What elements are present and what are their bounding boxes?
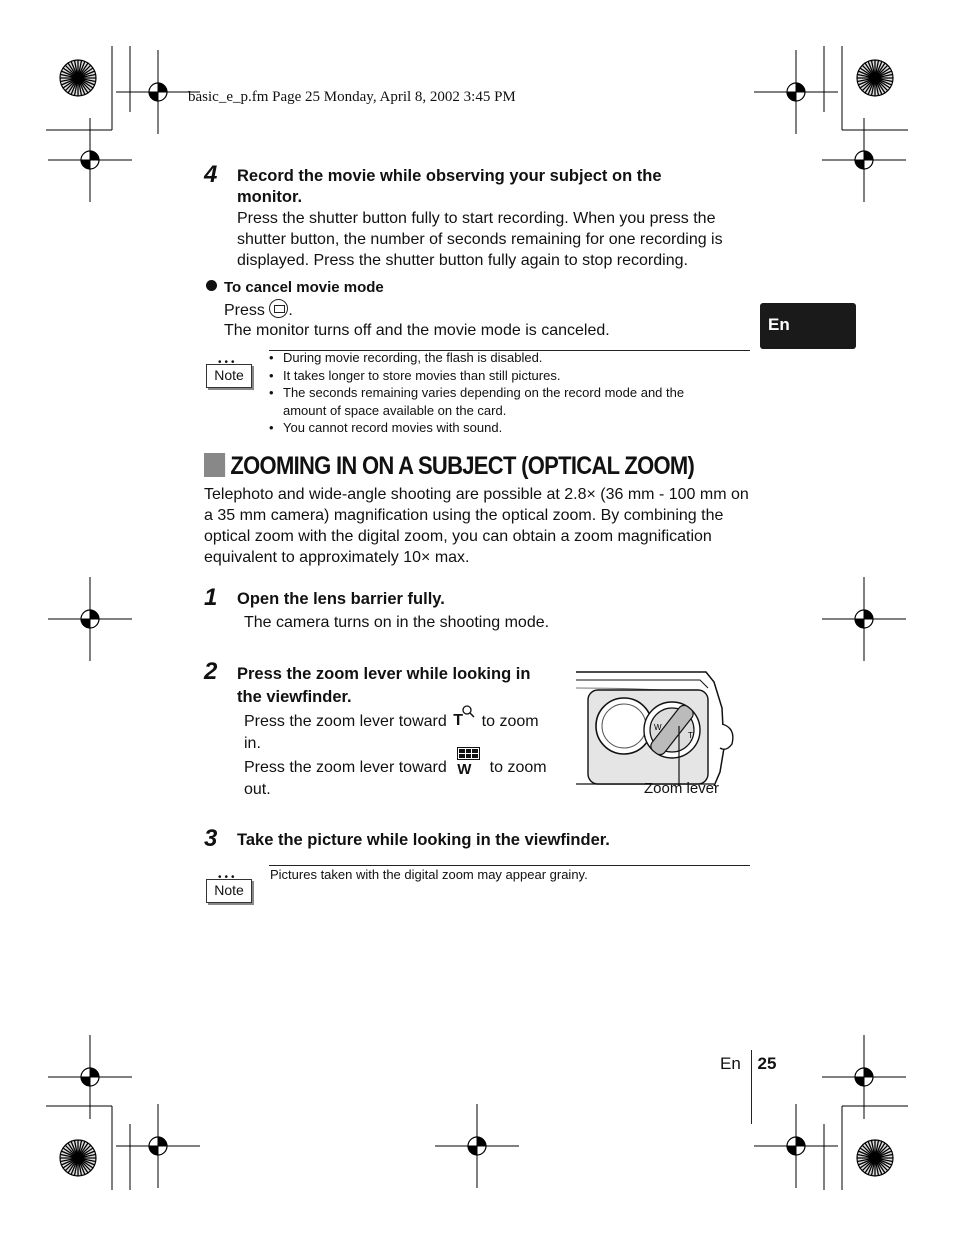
wide-letter: W xyxy=(457,761,472,778)
step-number-4: 4 xyxy=(204,161,218,188)
tele-letter: T xyxy=(453,712,463,729)
step-4-title-line: Record the movie while observing your subject on the xyxy=(237,167,662,185)
heading-square xyxy=(204,453,225,477)
list-item xyxy=(269,384,739,419)
step-4-title-line: monitor. xyxy=(237,188,303,206)
intro-line: a 35 mm camera) magnification using the optical zoom. By combining the xyxy=(204,507,724,524)
section-intro xyxy=(204,484,749,568)
step-4-body-line: shutter button, the number of seconds remaining for one recording is xyxy=(237,231,723,248)
step-4-body-line: displayed. Press the shutter button fully again to stop recording. xyxy=(237,252,688,269)
step-4-body xyxy=(237,208,723,271)
file-header: basic_e_p.fm Page 25 Monday, April 8, 2002 3:45 PM xyxy=(188,89,516,105)
svg-text:T: T xyxy=(688,731,693,740)
intro-line: optical zoom with the digital zoom, you can obtain a zoom magnification xyxy=(204,528,712,545)
footer-lang: En xyxy=(720,1054,741,1073)
step-number-3: 3 xyxy=(204,825,218,852)
bullet-dot xyxy=(206,280,217,291)
cancel-description: The monitor turns off and the movie mode is canceled. xyxy=(224,322,610,339)
step-3-title: Take the picture while looking in the viewfinder. xyxy=(237,831,610,849)
list-item: • You cannot record movies with sound. xyxy=(269,419,739,437)
svg-text:W: W xyxy=(654,723,662,732)
step-number-1: 1 xyxy=(204,584,218,611)
step-2-wide-cont: out. xyxy=(244,781,271,798)
step-number-2: 2 xyxy=(204,658,218,685)
language-tab xyxy=(760,303,856,349)
list-item: • It takes longer to store movies than still pictures. xyxy=(269,367,739,385)
cancel-movie-title: To cancel movie mode xyxy=(224,279,384,296)
press-suffix: . xyxy=(288,302,293,319)
step-2-wide-line xyxy=(244,756,547,779)
note-1-list xyxy=(269,349,739,437)
page-number xyxy=(720,1054,776,1074)
list-item-text: amount of space available on the card. xyxy=(283,402,507,418)
wide-suffix: to zoom xyxy=(489,759,547,776)
note-icon: ••• Note xyxy=(206,873,252,901)
wide-prefix: Press the zoom lever toward xyxy=(244,759,447,776)
step-1-body: The camera turns on in the shooting mode. xyxy=(244,614,550,631)
note-label: Note xyxy=(214,367,244,383)
note-label: Note xyxy=(214,882,244,898)
note-icon: ••• Note xyxy=(206,358,252,386)
step-4-body-line: Press the shutter button fully to start recording. When you press the xyxy=(237,210,716,227)
footer-divider xyxy=(751,1050,752,1124)
wide-zoom-icon xyxy=(451,756,485,776)
list-item-text: The seconds remaining varies depending on the record mode and the xyxy=(283,385,685,400)
monitor-button-icon xyxy=(269,299,288,318)
step-2-tele-line xyxy=(244,710,539,733)
section-title: ZOOMING IN ON A SUBJECT (OPTICAL ZOOM) xyxy=(230,452,695,480)
step-2-title xyxy=(237,663,530,709)
note-2-text: Pictures taken with the digital zoom may appear grainy. xyxy=(270,867,588,882)
section-heading xyxy=(204,452,694,481)
tele-prefix: Press the zoom lever toward xyxy=(244,713,447,730)
language-tab-label: En xyxy=(768,315,790,334)
intro-line: Telephoto and wide-angle shooting are possible at 2.8× (36 mm - 100 mm on xyxy=(204,486,749,503)
step-2-title-line: the viewfinder. xyxy=(237,688,352,706)
figure-caption: Zoom lever xyxy=(644,780,720,797)
step-4-title xyxy=(237,166,662,208)
intro-line: equivalent to approximately 10× max. xyxy=(204,549,470,566)
tele-suffix: to zoom xyxy=(481,713,539,730)
step-1-title: Open the lens barrier fully. xyxy=(237,590,445,608)
step-2-title-line: Press the zoom lever while looking in xyxy=(237,665,531,683)
step-2-tele-cont: in. xyxy=(244,735,261,752)
list-item: • During movie recording, the flash is disabled. xyxy=(269,349,739,367)
footer-page: 25 xyxy=(757,1054,777,1073)
camera-zoom-illustration xyxy=(574,668,740,786)
tele-zoom-icon xyxy=(451,710,477,730)
press-label: Press xyxy=(224,302,265,319)
cancel-press-line xyxy=(224,299,293,321)
